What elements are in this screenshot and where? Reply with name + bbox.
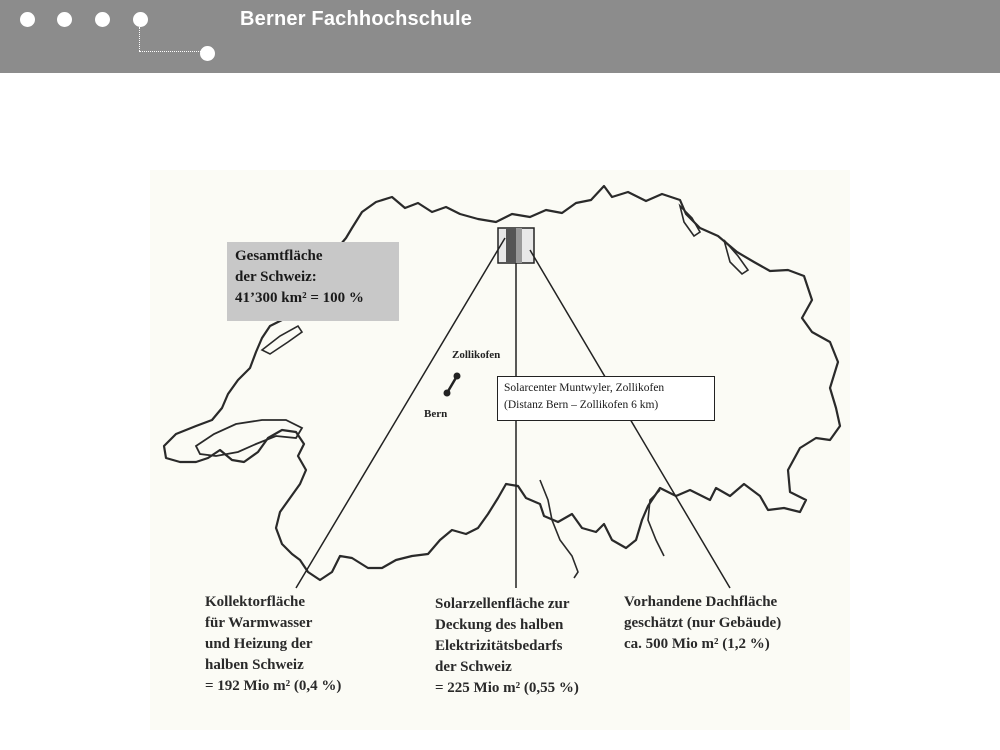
solarcenter-line2: (Distanz Bern – Zollikofen 6 km)	[504, 399, 659, 411]
total-area-line2: der Schweiz:	[235, 269, 317, 285]
caption-solar-cells	[435, 594, 579, 699]
total-area-line1: Gesamtfläche	[235, 248, 323, 264]
caption-roof-value: ca. 500 Mio m² (1,2 %)	[624, 636, 770, 652]
caption-collector-value: = 192 Mio m² (0,4 %)	[205, 678, 342, 694]
caption-roof	[624, 592, 781, 655]
caption-solar-cells-line: Solarzellenfläche zur	[435, 596, 570, 612]
caption-roof-line: Vorhandene Dachfläche	[624, 594, 778, 610]
area-highlight-bar-mid	[516, 228, 522, 263]
caption-collector-line: halben Schweiz	[205, 657, 304, 673]
place-bern: Bern	[424, 408, 448, 420]
caption-collector-line: Kollektorfläche	[205, 594, 305, 610]
area-highlight-bar-dark	[506, 228, 516, 263]
solarcenter-label	[497, 376, 715, 421]
place-zollikofen: Zollikofen	[452, 349, 501, 361]
brand-title: Berner Fachhochschule	[240, 8, 473, 30]
caption-solar-cells-value: = 225 Mio m² (0,55 %)	[435, 680, 579, 696]
caption-collector-line: und Heizung der	[205, 636, 313, 652]
caption-collector-line: für Warmwasser	[205, 615, 313, 631]
total-area-label	[227, 242, 399, 321]
caption-collector	[205, 592, 341, 697]
zollikofen-point	[454, 373, 461, 380]
lake-east	[680, 206, 700, 236]
lake-south	[540, 480, 578, 578]
caption-solar-cells-line: der Schweiz	[435, 659, 512, 675]
bern-point	[444, 390, 451, 397]
solarcenter-line1: Solarcenter Muntwyler, Zollikofen	[504, 382, 665, 394]
lake-ticino	[648, 490, 664, 556]
caption-solar-cells-line: Elektrizitätsbedarfs	[435, 638, 563, 654]
caption-solar-cells-line: Deckung des halben	[435, 617, 564, 633]
caption-roof-line: geschätzt (nur Gebäude)	[624, 615, 782, 631]
lake-geneva	[196, 420, 302, 456]
total-area-line3: 41’300 km² = 100 %	[235, 290, 364, 306]
